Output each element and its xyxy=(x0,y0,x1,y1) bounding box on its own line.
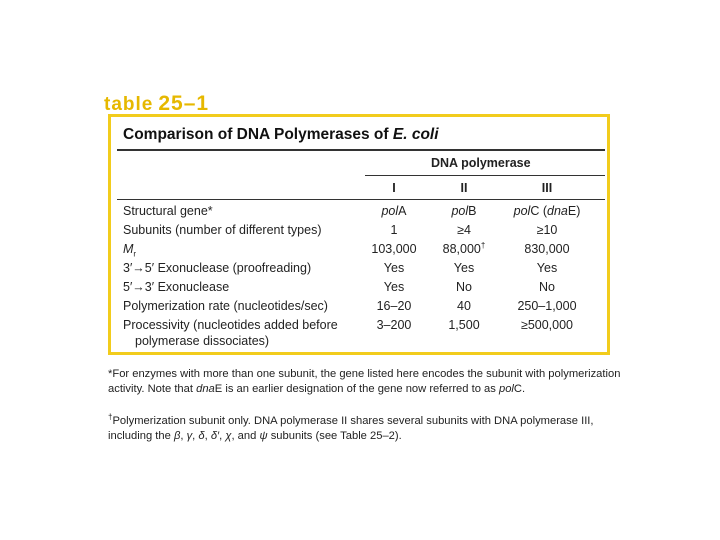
table-box xyxy=(108,114,610,355)
table-tag-number: 25–1 xyxy=(158,92,210,115)
row-label: Polymerization rate (nucleotides/sec) xyxy=(123,299,328,313)
cell-value: ≥4 xyxy=(457,223,471,237)
row-label: $M_r$ xyxy=(123,242,137,259)
cell-value: 16–20 xyxy=(376,299,412,313)
cell-value: Yes xyxy=(383,261,405,275)
cell-value: 1,500 xyxy=(448,318,480,332)
cell-value: 830,000 xyxy=(524,242,570,256)
species-name: E. coli xyxy=(392,126,439,143)
column-header-1: I xyxy=(392,181,396,195)
header-rule xyxy=(117,199,605,200)
group-rule xyxy=(365,175,605,176)
row-label: Structural gene* xyxy=(123,204,213,218)
cell-value: 88,000† xyxy=(442,240,486,256)
cell-value: Yes xyxy=(453,261,475,275)
footnote-1: *For enzymes with more than one subunit, the gene listed here encodes the subunit with polymerization activity. Note that dnaE is an earlier designation of the gene now referred to as polC. xyxy=(108,368,621,395)
column-header-2: II xyxy=(460,181,468,195)
row-label-continued: polymerase dissociates) xyxy=(135,334,270,348)
row-label: 5′→3′ Exonuclease xyxy=(123,280,230,294)
cell-value: 40 xyxy=(457,299,471,313)
cell-value: Yes xyxy=(383,280,405,294)
row-label: 3′→5′ Exonuclease (proofreading) xyxy=(123,261,312,275)
footnote-2: †Polymerization subunit only. DNA polymerase II shares several subunits with DNA polymerase III, including the β, γ, δ, δ′, χ, and ψ subunits (see Table 25–2). xyxy=(108,412,594,442)
cell-value: polA xyxy=(381,204,407,218)
column-group-header: DNA polymerase xyxy=(431,156,531,170)
cell-value: 250–1,000 xyxy=(517,299,577,313)
table-tag-word: table xyxy=(104,94,154,115)
table-tag xyxy=(104,92,209,116)
cell-value: Yes xyxy=(536,261,558,275)
cell-value: No xyxy=(456,280,472,294)
table-title: Comparison of DNA Polymerases of E. coli xyxy=(123,126,439,143)
column-header-3: III xyxy=(541,181,553,195)
cell-value: No xyxy=(539,280,555,294)
cell-value: polB xyxy=(451,204,477,218)
row-label: Subunits (number of different types) xyxy=(123,223,322,237)
cell-value: 3–200 xyxy=(376,318,412,332)
row-label: Processivity (nucleotides added before xyxy=(123,318,338,332)
cell-value: ≥500,000 xyxy=(520,318,574,332)
cell-value: 1 xyxy=(390,223,398,237)
cell-value: 103,000 xyxy=(371,242,417,256)
cell-value: polC (dnaE) xyxy=(513,204,581,218)
cell-value: ≥10 xyxy=(536,223,558,237)
title-rule xyxy=(117,149,605,151)
